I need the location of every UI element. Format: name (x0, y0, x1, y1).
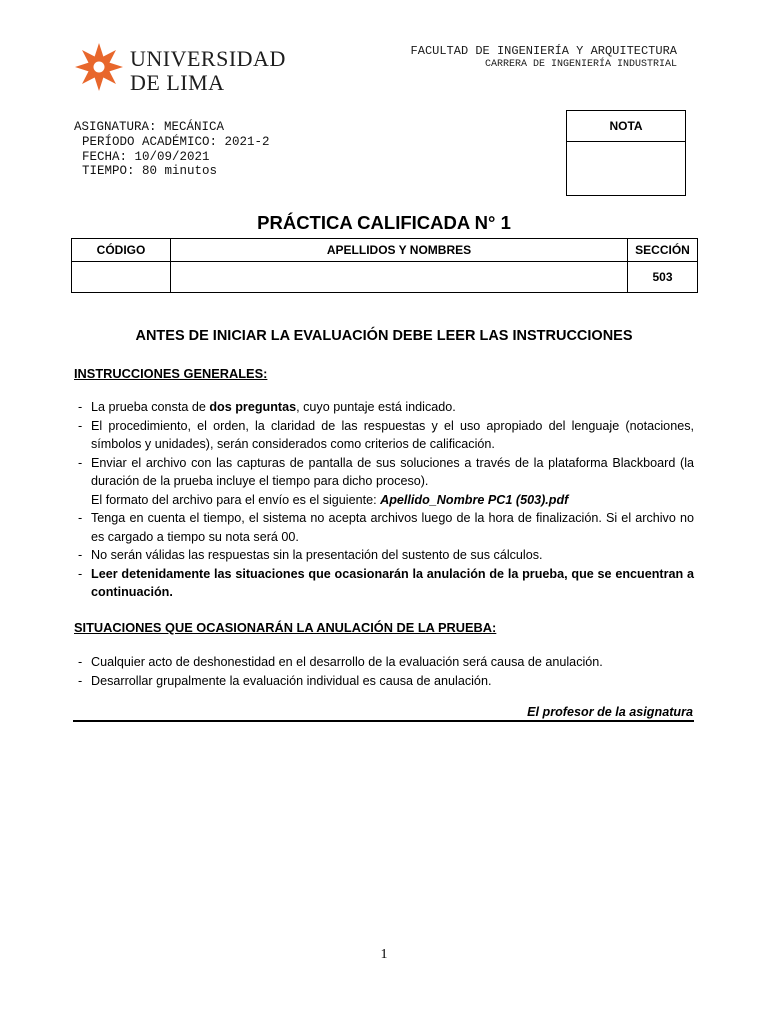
header-names: APELLIDOS Y NOMBRES (171, 239, 628, 262)
university-logo (64, 30, 294, 110)
divider (73, 720, 694, 722)
signature: El profesor de la asignatura (527, 705, 693, 719)
course-time: TIEMPO: 80 minutos (82, 164, 218, 178)
instructions-heading: ANTES DE INICIAR LA EVALUACIÓN DEBE LEER LAS INSTRUCCIONES (135, 328, 633, 344)
section-cell: 503 (628, 262, 698, 293)
general-instructions-heading: INSTRUCCIONES GENERALES: (74, 366, 268, 381)
annulment-heading: SITUACIONES QUE OCASIONARÁN LA ANULACIÓN DE LA PRUEBA: (74, 620, 497, 635)
course-subject: ASIGNATURA: MECÁNICA (74, 120, 225, 134)
course-date: FECHA: 10/09/2021 (82, 150, 210, 164)
asterisk-logo-icon (74, 42, 124, 92)
list-item: - El procedimiento, el orden, la claridad de las respuestas y el uso apropiado del lenguaje (notaciones, símbolos y unidades), serán considerados como criterios de calificación. (78, 418, 694, 451)
header-section: SECCIÓN (628, 239, 698, 262)
career-name: CARRERA DE INGENIERÍA INDUSTRIAL (484, 59, 677, 70)
course-period: PERÍODO ACADÉMICO: 2021-2 (82, 135, 270, 149)
table-header-row (72, 239, 698, 262)
list-item: - Desarrollar grupalmente la evaluación individual es causa de anulación. (78, 673, 492, 688)
grade-label: NOTA (567, 111, 685, 142)
general-instructions-list (74, 398, 694, 602)
logo-text-line1: UNIVERSIDAD (130, 46, 286, 71)
table-row (72, 262, 698, 293)
list-item: - No serán válidas las respuestas sin la presentación del sustento de sus cálculos. (78, 548, 543, 562)
list-item: - Enviar el archivo con las capturas de pantalla de sus soluciones a través de la plataforma Blackboard (la duración de la prueba incluye el tiempo para dicho proceso). El formato del archivo para el envío es el siguiente: Apellido_Nombre PC1 (503).pdf (78, 455, 694, 507)
file-format: Apellido_Nombre PC1 (503).pdf (380, 492, 569, 507)
page-number: 1 (380, 947, 388, 962)
logo-text-line2: DE LIMA (130, 70, 225, 95)
list-item: - Leer detenidamente las situaciones que ocasionarán la anulación de la prueba, que se encuentran a continuación. (78, 566, 694, 599)
grade-box (566, 110, 686, 196)
faculty-name: FACULTAD DE INGENIERÍA Y ARQUITECTURA (410, 44, 677, 58)
header-code: CÓDIGO (72, 239, 171, 262)
grade-value-field[interactable] (567, 142, 685, 194)
exam-title: PRÁCTICA CALIFICADA N° 1 (257, 212, 511, 233)
code-cell[interactable] (72, 262, 171, 293)
list-item: - Tenga en cuenta el tiempo, el sistema no acepta archivos luego de la hora de finalización. Si el archivo no es cargado a tiempo su nota será 00. (78, 511, 694, 544)
annulment-list (74, 653, 694, 690)
student-info-table (71, 238, 698, 293)
list-item: - Cualquier acto de deshonestidad en el desarrollo de la evaluación será causa de anulación. (78, 655, 603, 669)
names-cell[interactable] (171, 262, 628, 293)
list-item: - La prueba consta de dos preguntas, cuyo puntaje está indicado. (78, 400, 456, 414)
